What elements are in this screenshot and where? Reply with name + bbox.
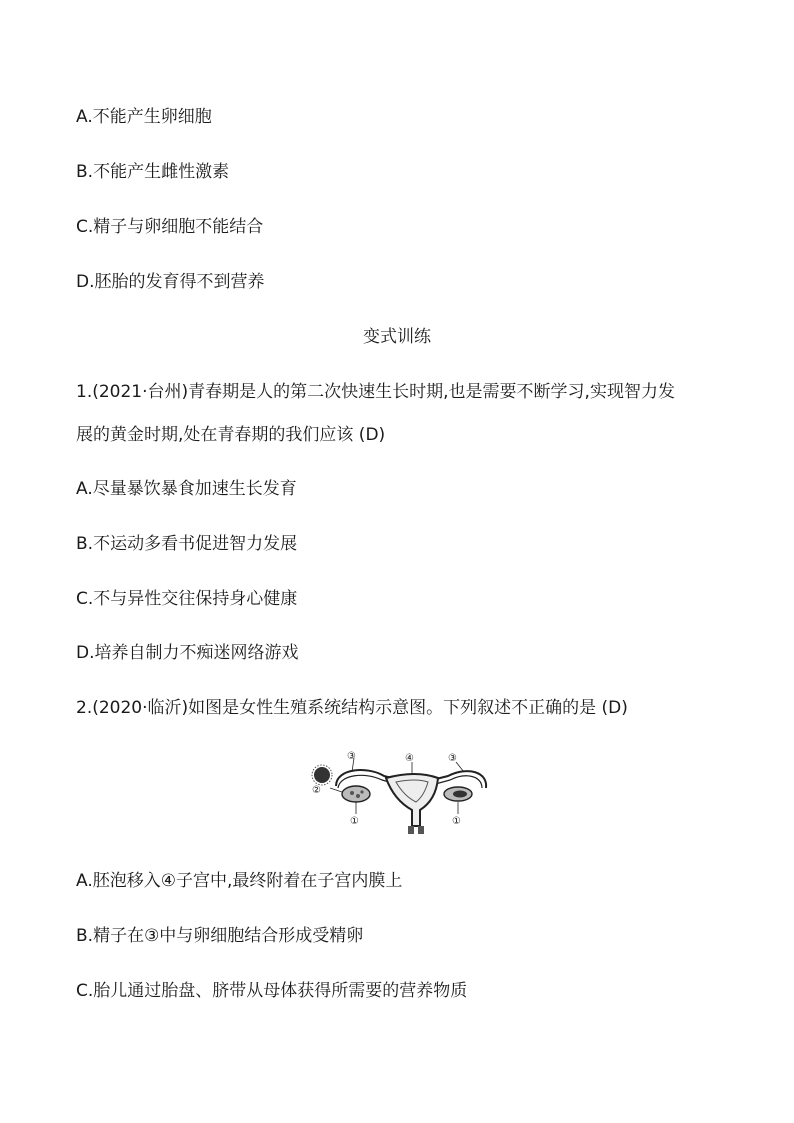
q1-option-a: A.尽量暴饮暴食加速生长发育 — [76, 479, 297, 499]
q1-option-b: B.不运动多看书促进智力发展 — [76, 534, 298, 554]
prev-option-c: C.精子与卵细胞不能结合 — [76, 217, 264, 237]
q2-option-b: B.精子在③中与卵细胞结合形成受精卵 — [76, 926, 364, 946]
q1-stem-line2: 展的黄金时期,处在青春期的我们应该 (D) — [76, 425, 386, 445]
prev-option-d: D.胚胎的发育得不到营养 — [76, 272, 265, 292]
prev-option-b: B.不能产生雌性激素 — [76, 162, 230, 182]
label-2: ② — [312, 785, 321, 796]
label-1-right: ① — [452, 816, 461, 827]
left-ovary — [342, 786, 370, 802]
q2-option-a: A.胚泡移入④子宫中,最终附着在子宫内膜上 — [76, 871, 403, 891]
label-3-right: ③ — [448, 753, 457, 764]
q1-stem-line1: 1.(2021·台州)青春期是人的第二次快速生长时期,也是需要不断学习,实现智力发 — [76, 382, 675, 402]
label-3-left: ③ — [347, 751, 356, 762]
egg-cell — [312, 765, 332, 785]
section-title: 变式训练 — [363, 327, 431, 347]
reproductive-system-diagram — [308, 748, 492, 836]
q1-option-d: D.培养自制力不痴迷网络游戏 — [76, 643, 299, 663]
prev-option-a: A.不能产生卵细胞 — [76, 107, 212, 127]
q1-option-c: C.不与异性交往保持身心健康 — [76, 589, 298, 609]
q2-option-c: C.胎儿通过胎盘、脐带从母体获得所需要的营养物质 — [76, 981, 468, 1001]
label-4: ④ — [405, 753, 414, 764]
label-1-left: ① — [350, 816, 359, 827]
q2-stem: 2.(2020·临沂)如图是女性生殖系统结构示意图。下列叙述不正确的是 (D) — [76, 698, 628, 718]
